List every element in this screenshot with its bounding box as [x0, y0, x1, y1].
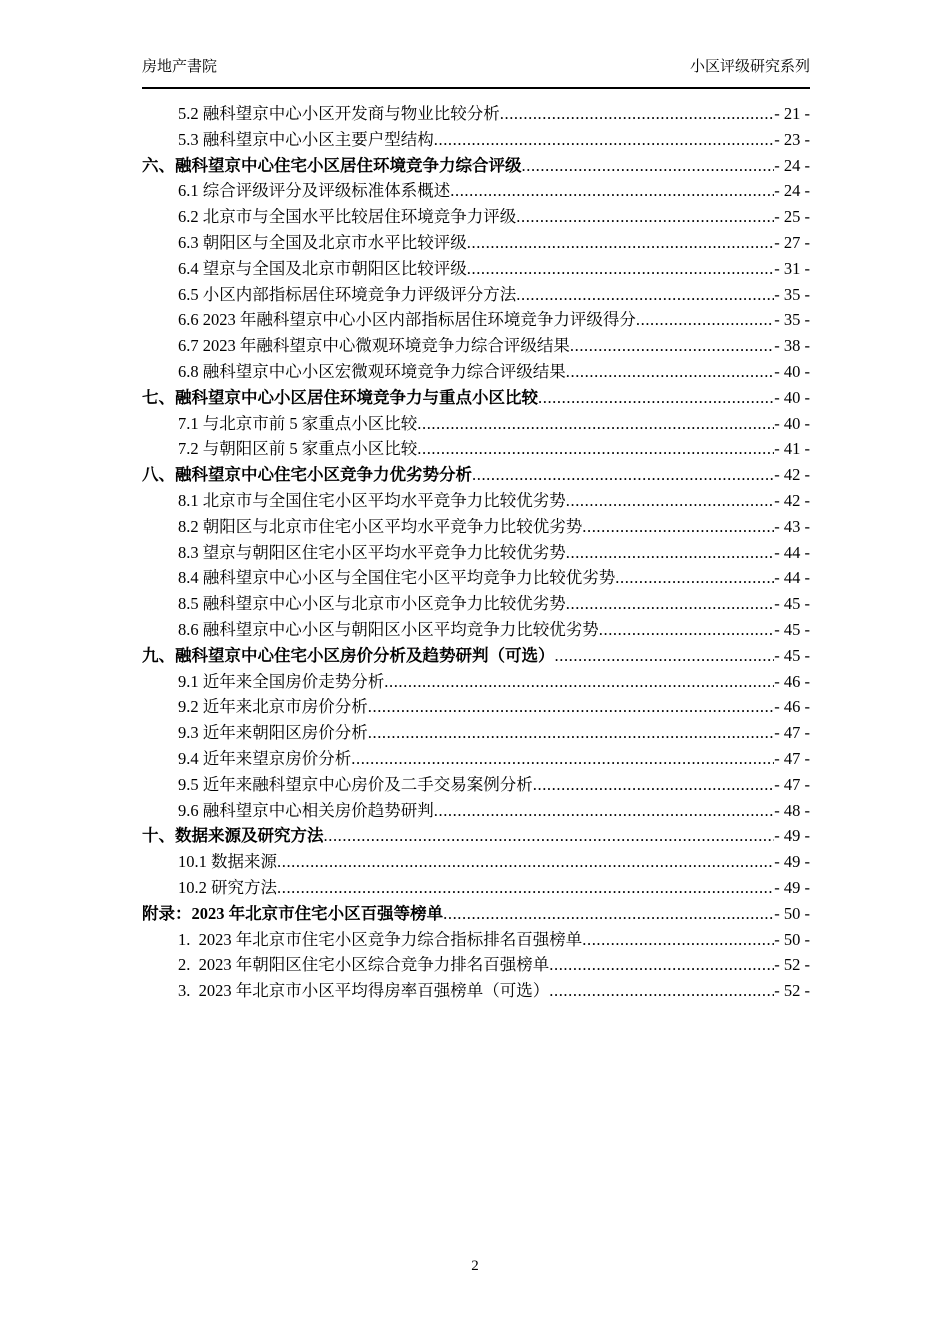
- toc-entry-label: 9.2 近年来北京市房价分析: [178, 697, 368, 717]
- toc-page-number: - 49 -: [774, 826, 810, 846]
- toc-page-number: - 35 -: [774, 310, 810, 330]
- toc-page-number: - 52 -: [774, 981, 810, 1001]
- toc-entry[interactable]: [142, 282, 810, 308]
- toc-dot-leader: [582, 927, 774, 953]
- toc-page-number: - 27 -: [774, 232, 810, 252]
- toc-page-number: - 21 -: [774, 104, 810, 123]
- page-header: [142, 57, 810, 89]
- toc-dot-leader: [516, 204, 774, 230]
- toc-entry-label: 1. 2023 年北京市住宅小区竞争力综合指标排名百强榜单: [178, 929, 583, 949]
- toc-entry-label: 6.4 望京与全国及北京市朝阳区比较评级: [178, 258, 467, 278]
- toc-dot-leader: [277, 875, 774, 901]
- toc-page-number: - 50 -: [774, 903, 810, 923]
- toc-entry-label: 六、融科望京中心住宅小区居住环境竞争力综合评级: [142, 155, 522, 175]
- toc-page-number: - 44 -: [774, 568, 810, 588]
- toc-page-number: - 49 -: [774, 877, 810, 897]
- toc-dot-leader: [467, 256, 775, 282]
- toc-dot-leader: [549, 952, 774, 978]
- toc-dot-leader: [599, 617, 775, 643]
- toc-entry-label: 7.2 与朝阳区前 5 家重点小区比较: [178, 439, 418, 459]
- toc-entry[interactable]: [142, 127, 810, 153]
- toc-dot-leader: [516, 282, 774, 308]
- toc-entry-label: 6.3 朝阳区与全国及北京市水平比较评级: [178, 232, 467, 252]
- toc-dot-leader: [500, 101, 775, 127]
- toc-entry[interactable]: [142, 178, 810, 204]
- toc-entry[interactable]: [142, 204, 810, 230]
- toc-entry-label: 七、融科望京中心小区居住环境竞争力与重点小区比较: [142, 387, 538, 407]
- toc-page-number: - 35 -: [774, 284, 810, 304]
- toc-entry-label: 2. 2023 年朝阳区住宅小区综合竞争力排名百强榜单: [178, 955, 550, 975]
- footer-page-number: 2: [471, 1258, 479, 1274]
- toc-dot-leader: [522, 153, 775, 179]
- toc-page-number: - 40 -: [774, 387, 810, 407]
- toc-page-number: - 50 -: [774, 929, 810, 949]
- toc-entry-label: 9.5 近年来融科望京中心房价及二手交易案例分析: [178, 774, 533, 794]
- toc-dot-leader: [434, 127, 775, 153]
- toc-entry[interactable]: [142, 230, 810, 256]
- toc-entry-label: 8.4 融科望京中心小区与全国住宅小区平均竞争力比较优劣势: [178, 568, 616, 588]
- toc-dot-leader: [555, 643, 775, 669]
- toc-page-number: - 46 -: [774, 671, 810, 691]
- toc-entry[interactable]: [142, 153, 810, 179]
- toc-entry[interactable]: [142, 978, 810, 1004]
- toc-entry[interactable]: [142, 462, 810, 488]
- toc-entry-label: 十、数据来源及研究方法: [142, 826, 324, 846]
- toc-entry[interactable]: [142, 643, 810, 669]
- toc-entry[interactable]: [142, 617, 810, 643]
- header-right-text: 小区评级研究系列: [689, 59, 810, 75]
- toc-entry-label: 附录：2023 年北京市住宅小区百强等榜单: [142, 903, 444, 923]
- toc-page-number: - 24 -: [774, 155, 810, 175]
- toc-entry-label: 8.2 朝阳区与北京市住宅小区平均水平竞争力比较优劣势: [178, 516, 583, 536]
- toc-dot-leader: [443, 901, 774, 927]
- toc-entry-label: 6.7 2023 年融科望京中心微观环境竞争力综合评级结果: [178, 336, 570, 356]
- toc-page-number: - 40 -: [774, 361, 810, 381]
- toc-page-number: - 42 -: [774, 490, 810, 510]
- toc-entry-label: 5.2 融科望京中心小区开发商与物业比较分析: [178, 104, 500, 123]
- toc-entry[interactable]: [142, 927, 810, 953]
- toc-dot-leader: [450, 178, 774, 204]
- toc-dot-leader: [368, 694, 775, 720]
- toc-entry-label: 8.5 融科望京中心小区与北京市小区竞争力比较优劣势: [178, 594, 566, 614]
- toc-dot-leader: [549, 978, 774, 1004]
- toc-entry[interactable]: [142, 514, 810, 540]
- toc-entry[interactable]: [142, 540, 810, 566]
- toc-entry[interactable]: [142, 772, 810, 798]
- toc-dot-leader: [570, 333, 774, 359]
- toc-page-number: - 38 -: [774, 336, 810, 356]
- toc-entry[interactable]: [142, 101, 810, 127]
- toc-page-number: - 45 -: [774, 645, 810, 665]
- toc-entry-label: 6.8 融科望京中心小区宏微观环境竞争力综合评级结果: [178, 361, 566, 381]
- toc-entry-label: 7.1 与北京市前 5 家重点小区比较: [178, 413, 418, 433]
- toc-entry-label: 6.1 综合评级评分及评级标准体系概述: [178, 181, 451, 201]
- toc-entry-label: 9.4 近年来望京房价分析: [178, 748, 352, 768]
- toc-page-number: - 23 -: [774, 129, 810, 149]
- toc-entry[interactable]: [142, 746, 810, 772]
- toc-page-number: - 44 -: [774, 542, 810, 562]
- toc-page-number: - 46 -: [774, 697, 810, 717]
- toc-dot-leader: [636, 307, 774, 333]
- toc-entry[interactable]: [142, 669, 810, 695]
- toc-dot-leader: [472, 462, 774, 488]
- toc-dot-leader: [615, 565, 774, 591]
- toc-entry[interactable]: [142, 333, 810, 359]
- toc-dot-leader: [384, 669, 774, 695]
- toc-dot-leader: [417, 411, 774, 437]
- toc-entry-label: 6.2 北京市与全国水平比较居住环境竞争力评级: [178, 207, 517, 227]
- toc-entry-label: 10.1 数据来源: [178, 852, 277, 872]
- toc-page-number: - 45 -: [774, 619, 810, 639]
- toc-dot-leader: [566, 359, 775, 385]
- table-of-contents: [142, 101, 810, 1004]
- toc-dot-leader: [417, 436, 774, 462]
- toc-page-number: - 31 -: [774, 258, 810, 278]
- toc-entry[interactable]: [142, 436, 810, 462]
- toc-entry[interactable]: [142, 720, 810, 746]
- page-footer: [0, 1256, 950, 1276]
- toc-page-number: - 41 -: [774, 439, 810, 459]
- toc-entry[interactable]: [142, 565, 810, 591]
- toc-page-number: - 49 -: [774, 852, 810, 872]
- toc-page-number: - 47 -: [774, 723, 810, 743]
- toc-entry-label: 8.3 望京与朝阳区住宅小区平均水平竞争力比较优劣势: [178, 542, 566, 562]
- toc-page-number: - 24 -: [774, 181, 810, 201]
- toc-page-number: - 25 -: [774, 207, 810, 227]
- toc-entry[interactable]: [142, 823, 810, 849]
- toc-entry-label: 6.6 2023 年融科望京中心小区内部指标居住环境竞争力评级得分: [178, 310, 636, 330]
- toc-page-number: - 52 -: [774, 955, 810, 975]
- toc-page-number: - 43 -: [774, 516, 810, 536]
- toc-entry[interactable]: [142, 901, 810, 927]
- toc-entry[interactable]: [142, 591, 810, 617]
- toc-entry[interactable]: [142, 694, 810, 720]
- toc-page-number: - 45 -: [774, 594, 810, 614]
- toc-dot-leader: [566, 488, 775, 514]
- toc-entry-label: 8.6 融科望京中心小区与朝阳区小区平均竞争力比较优劣势: [178, 619, 599, 639]
- toc-entry-label: 9.6 融科望京中心相关房价趋势研判: [178, 800, 434, 820]
- toc-entry-label: 8.1 北京市与全国住宅小区平均水平竞争力比较优劣势: [178, 490, 566, 510]
- toc-dot-leader: [582, 514, 774, 540]
- toc-entry-label: 5.3 融科望京中心小区主要户型结构: [178, 129, 434, 149]
- toc-dot-leader: [324, 823, 775, 849]
- toc-dot-leader: [467, 230, 775, 256]
- toc-entry-label: 6.5 小区内部指标居住环境竞争力评级评分方法: [178, 284, 517, 304]
- toc-entry[interactable]: [142, 307, 810, 333]
- toc-entry-label: 3. 2023 年北京市小区平均得房率百强榜单（可选）: [178, 981, 550, 1001]
- toc-entry-label: 9.1 近年来全国房价走势分析: [178, 671, 385, 691]
- toc-page-number: - 40 -: [774, 413, 810, 433]
- toc-dot-leader: [533, 772, 775, 798]
- toc-page-number: - 42 -: [774, 465, 810, 485]
- toc-dot-leader: [351, 746, 774, 772]
- toc-page-number: - 48 -: [774, 800, 810, 820]
- toc-page-number: - 47 -: [774, 748, 810, 768]
- toc-entry[interactable]: [142, 952, 810, 978]
- toc-dot-leader: [434, 798, 775, 824]
- toc-dot-leader: [566, 540, 775, 566]
- toc-entry[interactable]: [142, 385, 810, 411]
- toc-entry[interactable]: [142, 875, 810, 901]
- toc-entry-label: 八、融科望京中心住宅小区竞争力优劣势分析: [142, 465, 472, 485]
- toc-entry[interactable]: [142, 488, 810, 514]
- toc-entry-label: 10.2 研究方法: [178, 877, 277, 897]
- toc-dot-leader: [566, 591, 775, 617]
- toc-dot-leader: [538, 385, 774, 411]
- toc-entry-label: 九、融科望京中心住宅小区房价分析及趋势研判（可选）: [142, 645, 555, 665]
- toc-page-number: - 47 -: [774, 774, 810, 794]
- toc-entry[interactable]: [142, 411, 810, 437]
- toc-entry[interactable]: [142, 798, 810, 824]
- toc-dot-leader: [368, 720, 775, 746]
- toc-entry-label: 9.3 近年来朝阳区房价分析: [178, 723, 368, 743]
- toc-entry[interactable]: [142, 359, 810, 385]
- header-left-text: 房地产書院: [142, 59, 218, 75]
- toc-dot-leader: [277, 849, 774, 875]
- toc-entry[interactable]: [142, 256, 810, 282]
- toc-entry[interactable]: [142, 849, 810, 875]
